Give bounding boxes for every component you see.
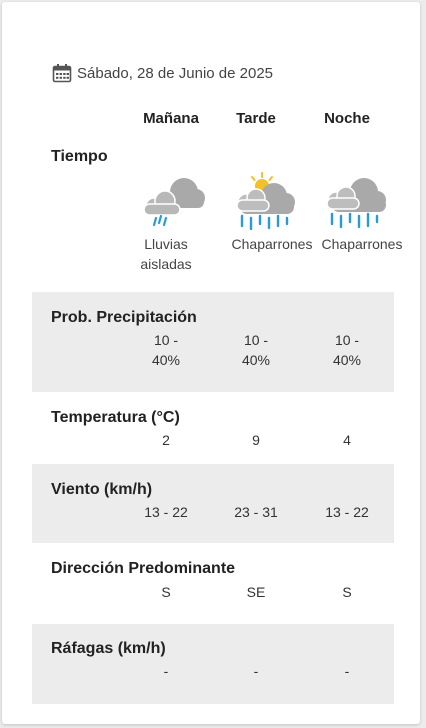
rafagas-tarde: -	[253, 663, 259, 679]
rafagas-noche: -	[344, 663, 350, 679]
direccion-manana: S	[161, 584, 171, 600]
precip-manana: 10 - 40%	[151, 332, 181, 368]
row-title-tiempo: Tiempo	[51, 148, 108, 165]
direccion-tarde: SE	[246, 584, 266, 600]
col-head-tarde: Tarde	[236, 110, 276, 127]
rain-cloud-icon	[138, 172, 208, 232]
direccion-noche: S	[342, 584, 352, 600]
precip-noche: 10 - 40%	[332, 332, 362, 368]
temp-tarde: 9	[252, 432, 260, 448]
row-title-temp: Temperatura (°C)	[51, 409, 180, 426]
viento-tarde: 23 - 31	[234, 504, 278, 520]
temp-manana: 2	[162, 432, 170, 448]
viento-noche: 13 - 22	[325, 504, 369, 520]
desc-noche: Chaparrones	[321, 236, 403, 252]
col-head-manana: Mañana	[143, 110, 199, 127]
col-head-noche: Noche	[324, 110, 370, 127]
forecast-card	[2, 2, 420, 724]
sun-cloud-rain-icon	[232, 172, 302, 232]
row-title-direccion: Dirección Predominante	[51, 560, 236, 577]
date-text: Sábado, 28 de Junio de 2025	[77, 64, 274, 82]
row-title-precip: Prob. Precipitación	[51, 309, 197, 326]
temp-noche: 4	[343, 432, 351, 448]
cloud-rain-icon	[322, 172, 392, 232]
rafagas-manana: -	[163, 663, 169, 679]
viento-manana: 13 - 22	[144, 504, 188, 520]
desc-manana: Lluvias aisladas	[140, 236, 192, 272]
forecast-date	[52, 62, 273, 84]
calendar-icon	[52, 63, 72, 83]
precip-tarde: 10 - 40%	[241, 332, 271, 368]
row-title-rafagas: Ráfagas (km/h)	[51, 640, 166, 657]
row-title-viento: Viento (km/h)	[51, 481, 153, 498]
desc-tarde: Chaparrones	[231, 236, 313, 252]
